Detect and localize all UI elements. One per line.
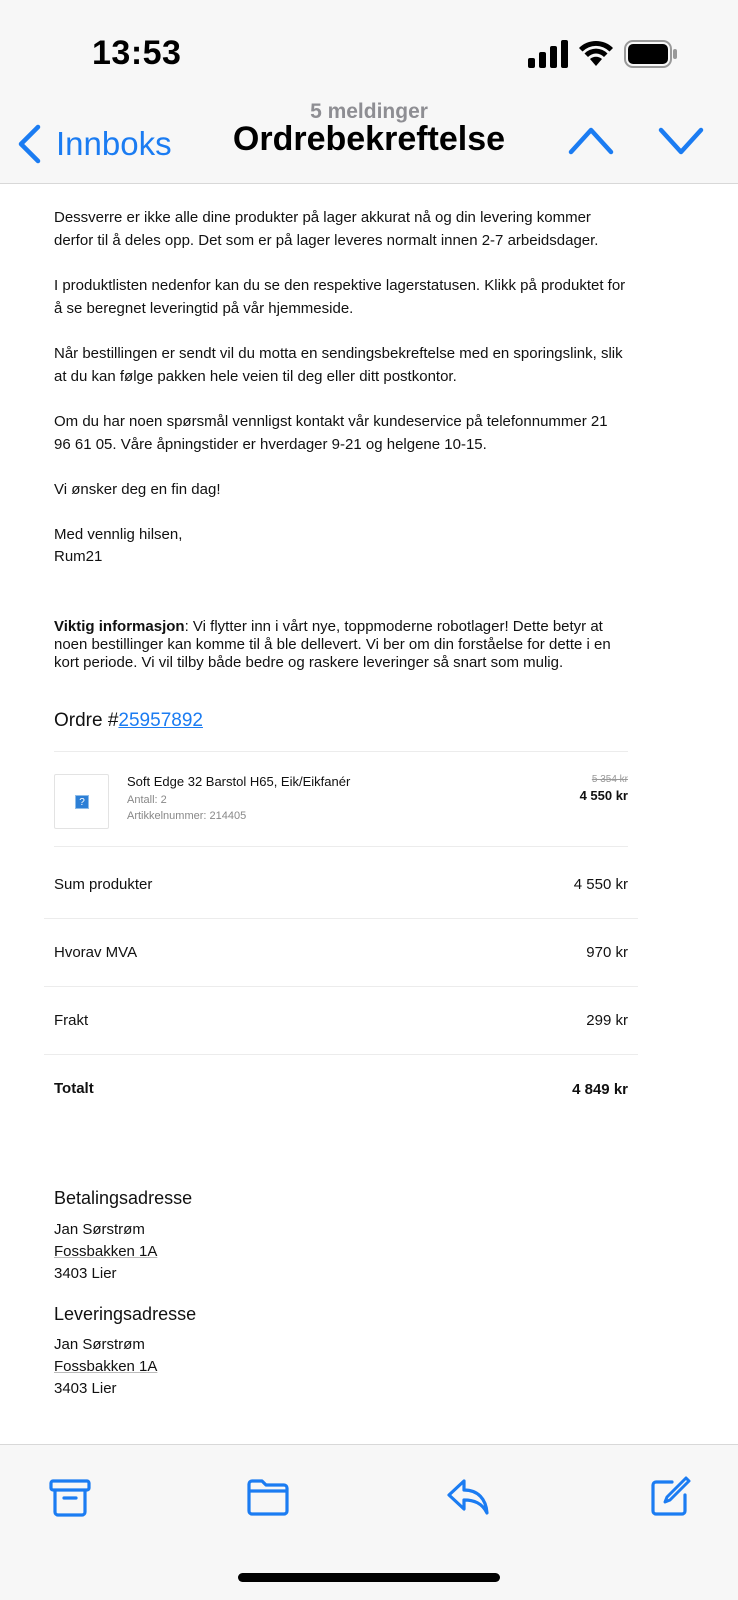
- body-paragraph: Vi ønsker deg en fin dag!: [54, 481, 221, 498]
- total-value: 4 849 kr: [572, 1081, 628, 1098]
- signoff: Med vennlig hilsen,: [54, 526, 183, 543]
- divider: [54, 846, 628, 847]
- status-time: 13:53: [92, 34, 182, 72]
- home-indicator[interactable]: [238, 1573, 500, 1582]
- billing-name: Jan Sørstrøm: [54, 1221, 145, 1238]
- summary-value: 299 kr: [586, 1012, 628, 1029]
- total-label: Totalt: [54, 1080, 94, 1097]
- product-name[interactable]: Soft Edge 32 Barstol H65, Eik/Eikfanér: [127, 774, 351, 789]
- delivery-name: Jan Sørstrøm: [54, 1336, 145, 1353]
- summary-label: Frakt: [54, 1012, 89, 1029]
- battery-icon: [624, 40, 678, 68]
- next-message-button[interactable]: [658, 124, 704, 158]
- divider: [44, 986, 638, 987]
- reply-icon[interactable]: [446, 1475, 490, 1519]
- top-bar: [0, 0, 738, 184]
- important-info: [54, 618, 628, 672]
- divider: [54, 751, 628, 752]
- product-quantity: Antall: 2: [127, 794, 167, 806]
- important-text: : Vi flytter inn i vårt nye, toppmoderne robotlager! Dette betyr at noen bestillinger kan komme til å ble dellevert. Vi ber om din forståelse for dette i en kort periode. Vi vil tilby både bedre og raskere leveringer så snart som mulig.: [54, 618, 611, 671]
- summary-label: Hvorav MVA: [54, 944, 138, 961]
- delivery-heading: Leveringsadresse: [54, 1304, 197, 1324]
- body-paragraph: Dessverre er ikke alle dine produkter på lager akkurat nå og din levering kommer derfor til å deles opp. Det som er på lager leveres normalt innen 2-7 arbeidsdager.: [54, 209, 599, 249]
- body-paragraph: Når bestillingen er sendt vil du motta en sendingsbekreftelse med en sporingslink, slik at du kan følge pakken hele veien til deg eller ditt postkontor.: [54, 345, 623, 385]
- important-label: Viktig informasjon: [54, 618, 185, 635]
- billing-heading: Betalingsadresse: [54, 1188, 193, 1208]
- product-sku: Artikkelnummer: 214405: [127, 810, 247, 822]
- billing-city: 3403 Lier: [54, 1265, 117, 1282]
- wifi-icon: [578, 38, 614, 68]
- missing-image-icon: ?: [75, 795, 89, 809]
- order-prefix: Ordre #: [54, 710, 119, 731]
- delivery-city: 3403 Lier: [54, 1380, 117, 1397]
- order-heading: [54, 710, 203, 732]
- previous-message-button[interactable]: [568, 124, 614, 158]
- summary-value: 970 kr: [586, 944, 628, 961]
- billing-street[interactable]: Fossbakken 1A: [54, 1243, 158, 1260]
- product-price: 4 550 kr: [579, 788, 628, 803]
- body-paragraph: Om du har noen spørsmål vennligst kontakt vår kundeservice på telefonnummer 21 96 61 05. Våre åpningstider er hverdager 9-21 og helgene 10-15.: [54, 413, 608, 453]
- product-thumbnail[interactable]: [54, 774, 109, 829]
- back-label[interactable]: Innboks: [56, 125, 172, 162]
- divider: [44, 918, 638, 919]
- sender-signature: Rum21: [54, 548, 103, 565]
- order-number-link[interactable]: 25957892: [118, 710, 203, 731]
- divider: [44, 1054, 638, 1055]
- message-count: 5 meldinger: [310, 100, 428, 123]
- archive-icon[interactable]: [48, 1475, 92, 1519]
- summary-value: 4 550 kr: [573, 876, 628, 893]
- summary-label: Sum produkter: [54, 876, 153, 893]
- cellular-signal-icon: [528, 40, 568, 68]
- compose-icon[interactable]: [648, 1475, 692, 1519]
- product-old-price: 5 354 kr: [591, 774, 628, 785]
- body-paragraph: I produktlisten nedenfor kan du se den respektive lagerstatusen. Klikk på produktet for å se beregnet leveringtid på vår hjemmeside.: [54, 277, 626, 317]
- folder-icon[interactable]: [246, 1475, 290, 1519]
- page-title: Ordrebekreftelse: [232, 120, 506, 158]
- delivery-street[interactable]: Fossbakken 1A: [54, 1358, 158, 1375]
